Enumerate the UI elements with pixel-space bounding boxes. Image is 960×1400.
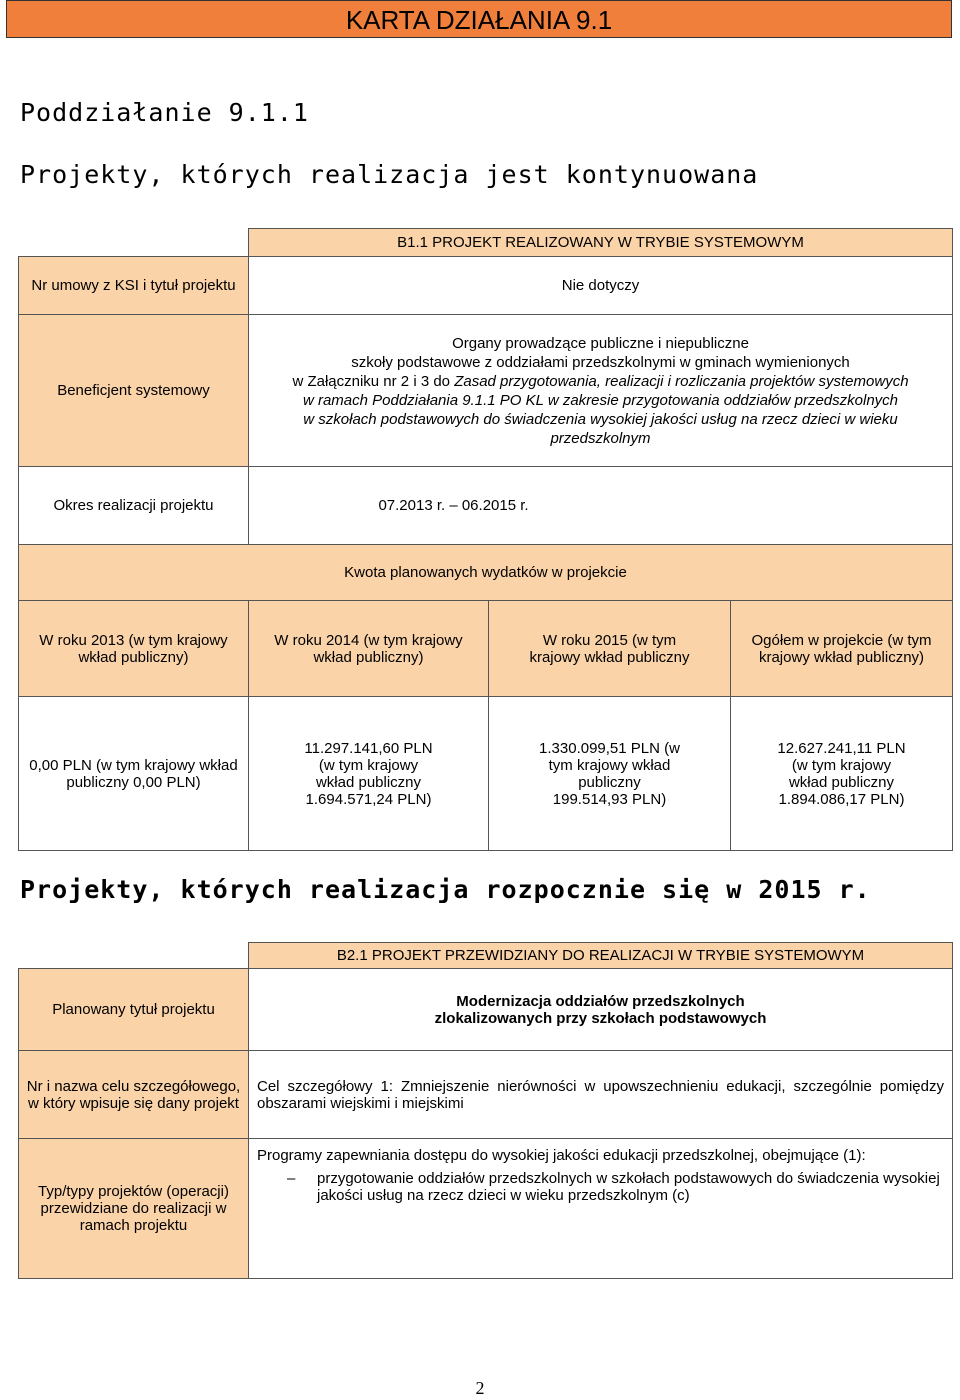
table-b2-header: B2.1 PROJEKT PRZEWIDZIANY DO REALIZACJI W TRYBIE SYSTEMOWYM	[249, 943, 953, 969]
budget-column-2015: W roku 2015 (w tym krajowy wkład publiczny	[489, 601, 731, 697]
period-label: Okres realizacji projektu	[19, 467, 249, 545]
budget-value-2013: 0,00 PLN (w tym krajowy wkład publiczny 0,00 PLN)	[19, 697, 249, 851]
beneficiary-line: Organy prowadzące publiczne i niepubliczne	[452, 334, 749, 352]
types-value	[249, 1139, 953, 1279]
types-list	[257, 1170, 944, 1204]
types-item-text: przygotowanie oddziałów przedszkolnych w szkołach podstawowych do świadczenia wysokiej jakości usług na rzecz dzieci w wieku przedszkolnym (c)	[317, 1170, 940, 1204]
budget-column-total: Ogółem w projekcie (w tym krajowy wkład publiczny)	[731, 601, 953, 697]
contract-value: Nie dotyczy	[249, 257, 953, 315]
beneficiary-label: Beneficjent systemowy	[19, 315, 249, 467]
subaction-title: Poddziałanie 9.1.1	[20, 98, 309, 127]
budget-value-total: 12.627.241,11 PLN (w tym krajowy wkład publiczny 1.894.086,17 PLN)	[731, 697, 953, 851]
section1-title: Projekty, których realizacja jest kontynuowana	[20, 160, 759, 189]
dash-bullet: –	[287, 1170, 296, 1187]
beneficiary-line: przedszkolnym	[550, 429, 651, 447]
beneficiary-line: w szkołach podstawowych do świadczenia wysokiej jakości usług na rzecz dzieci w wieku	[303, 410, 898, 428]
beneficiary-line-italic: Zasad przygotowania, realizacji i rozliczania projektów systemowych	[454, 372, 909, 390]
budget-column-2013: W roku 2013 (w tym krajowy wkład publiczny)	[19, 601, 249, 697]
table-b1-header: B1.1 PROJEKT REALIZOWANY W TRYBIE SYSTEMOWYM	[249, 229, 953, 257]
contract-label: Nr umowy z KSI i tytuł projektu	[19, 257, 249, 315]
page-number: 2	[475, 1378, 485, 1398]
types-intro: Programy zapewniania dostępu do wysokiej jakości edukacji przedszkolnej, obejmujące (1):	[257, 1147, 866, 1164]
list-item	[257, 1170, 944, 1204]
beneficiary-line	[255, 372, 946, 391]
period-value: 07.2013 r. – 06.2015 r.	[249, 467, 953, 545]
table-b2	[18, 942, 953, 1279]
budget-value-2015: 1.330.099,51 PLN (w tym krajowy wkład publiczny 199.514,93 PLN)	[489, 697, 731, 851]
budget-header: Kwota planowanych wydatków w projekcie	[19, 545, 953, 601]
budget-value-2014: 11.297.141,60 PLN (w tym krajowy wkład publiczny 1.694.571,24 PLN)	[249, 697, 489, 851]
beneficiary-value	[249, 315, 953, 467]
planned-title-value: Modernizacja oddziałów przedszkolnych zlokalizowanych przy szkołach podstawowych	[249, 969, 953, 1051]
table-b1	[18, 228, 953, 851]
budget-column-2014: W roku 2014 (w tym krajowy wkład publiczny)	[249, 601, 489, 697]
beneficiary-line: w ramach Poddziałania 9.1.1 PO KL w zakresie przygotowania oddziałów przedszkolnych	[302, 391, 899, 409]
beneficiary-line-text: w Załączniku nr 2 i 3 do	[292, 372, 455, 390]
card-title: KARTA DZIAŁANIA 9.1	[6, 0, 952, 38]
goal-label: Nr i nazwa celu szczegółowego, w który wpisuje się dany projekt	[19, 1051, 249, 1139]
goal-value: Cel szczegółowy 1: Zmniejszenie nierówności w upowszechnieniu edukacji, szczególnie pomiędzy obszarami wiejskimi i miejskimi	[249, 1051, 953, 1139]
beneficiary-line: szkoły podstawowe z oddziałami przedszkolnymi w gminach wymienionych	[351, 353, 850, 371]
types-label: Typ/typy projektów (operacji) przewidziane do realizacji w ramach projektu	[19, 1139, 249, 1279]
planned-title-label: Planowany tytuł projektu	[19, 969, 249, 1051]
section2-title: Projekty, których realizacja rozpocznie się w 2015 r.	[20, 875, 871, 904]
